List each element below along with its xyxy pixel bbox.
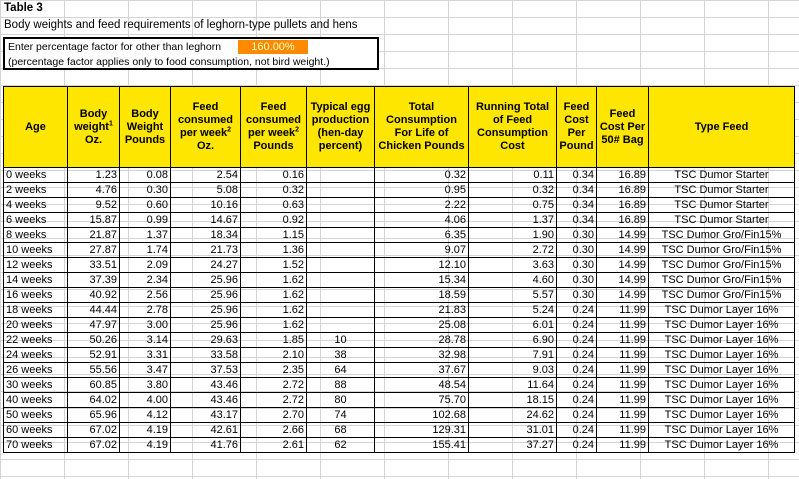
cell-feed-oz[interactable]: 43.46 — [171, 378, 241, 393]
cell-egg-production[interactable]: 38 — [307, 348, 375, 363]
table-body — [4, 168, 795, 453]
table-row — [4, 393, 795, 408]
cell-running-cost[interactable]: 3.63 — [469, 258, 557, 273]
cell-body-weight-pounds[interactable]: 3.47 — [120, 363, 171, 378]
cell-feed-pounds[interactable]: 1.52 — [241, 258, 307, 273]
cell-type-feed[interactable]: TSC Dumor Layer 16% — [649, 318, 795, 333]
cell-body-weight-pounds[interactable]: 1.74 — [120, 243, 171, 258]
cell-cost-per-bag[interactable]: 11.99 — [597, 438, 649, 453]
cell-feed-pounds[interactable]: 0.16 — [241, 168, 307, 183]
cell-total-consumption[interactable]: 18.59 — [375, 288, 469, 303]
cell-age[interactable]: 4 weeks — [4, 198, 68, 213]
cell-cost-per-bag[interactable]: 14.99 — [597, 243, 649, 258]
cell-body-weight-pounds[interactable]: 4.19 — [120, 438, 171, 453]
header-row — [4, 87, 795, 168]
cell-running-cost[interactable]: 7.91 — [469, 348, 557, 363]
cell-age[interactable]: 0 weeks — [4, 168, 68, 183]
cell-total-consumption[interactable]: 75.70 — [375, 393, 469, 408]
cell-body-weight-oz[interactable]: 60.85 — [68, 378, 120, 393]
cell-feed-oz[interactable]: 10.16 — [171, 198, 241, 213]
percentage-factor-note: (percentage factor applies only to food consumption, not bird weight.) — [8, 56, 330, 68]
feed-requirements-table — [3, 86, 795, 453]
cell-egg-production[interactable] — [307, 318, 375, 333]
cell-running-cost[interactable]: 18.15 — [469, 393, 557, 408]
cell-feed-pounds[interactable]: 0.92 — [241, 213, 307, 228]
cell-body-weight-oz[interactable]: 67.02 — [68, 423, 120, 438]
cell-feed-oz[interactable]: 25.96 — [171, 303, 241, 318]
cell-age[interactable]: 2 weeks — [4, 183, 68, 198]
cell-running-cost[interactable]: 2.72 — [469, 243, 557, 258]
cell-egg-production[interactable]: 80 — [307, 393, 375, 408]
cell-running-cost[interactable]: 0.11 — [469, 168, 557, 183]
cell-egg-production[interactable] — [307, 168, 375, 183]
cell-cost-per-pound[interactable]: 0.24 — [557, 423, 597, 438]
cell-type-feed[interactable]: TSC Dumor Starter — [649, 213, 795, 228]
cell-cost-per-pound[interactable]: 0.34 — [557, 168, 597, 183]
cell-feed-pounds[interactable]: 0.32 — [241, 183, 307, 198]
header-egg-production[interactable]: Typical egg production (hen-day percent) — [307, 87, 375, 168]
table-row — [4, 363, 795, 378]
cell-cost-per-bag[interactable]: 14.99 — [597, 228, 649, 243]
cell-feed-pounds[interactable]: 1.36 — [241, 243, 307, 258]
table-subtitle: Body weights and feed requirements of leghorn-type pullets and hens — [4, 19, 358, 31]
cell-cost-per-bag[interactable]: 11.99 — [597, 318, 649, 333]
cell-cost-per-pound[interactable]: 0.24 — [557, 438, 597, 453]
cell-running-cost[interactable]: 1.37 — [469, 213, 557, 228]
header-body-weight-oz[interactable]: Body weight$^1$ Oz. — [68, 87, 120, 168]
cell-body-weight-pounds[interactable]: 0.30 — [120, 183, 171, 198]
cell-total-consumption[interactable]: 15.34 — [375, 273, 469, 288]
cell-total-consumption[interactable]: 32.98 — [375, 348, 469, 363]
cell-body-weight-pounds[interactable]: 3.00 — [120, 318, 171, 333]
cell-type-feed[interactable]: TSC Dumor Gro/Fin15% — [649, 273, 795, 288]
cell-cost-per-bag[interactable]: 11.99 — [597, 363, 649, 378]
cell-feed-oz[interactable]: 25.96 — [171, 273, 241, 288]
cell-cost-per-bag[interactable]: 16.89 — [597, 213, 649, 228]
header-feed-cost-per-pound[interactable]: Feed Cost Per Pound — [557, 87, 597, 168]
cell-body-weight-oz[interactable]: 44.44 — [68, 303, 120, 318]
table-row — [4, 348, 795, 363]
cell-cost-per-pound[interactable]: 0.24 — [557, 318, 597, 333]
cell-cost-per-bag[interactable]: 14.99 — [597, 288, 649, 303]
cell-feed-oz[interactable]: 24.27 — [171, 258, 241, 273]
table-row — [4, 243, 795, 258]
percentage-factor-box — [3, 37, 379, 70]
table-row — [4, 408, 795, 423]
cell-body-weight-oz[interactable]: 27.87 — [68, 243, 120, 258]
cell-cost-per-pound[interactable]: 0.30 — [557, 288, 597, 303]
cell-body-weight-pounds[interactable]: 4.12 — [120, 408, 171, 423]
cell-body-weight-oz[interactable]: 4.76 — [68, 183, 120, 198]
cell-cost-per-bag[interactable]: 16.89 — [597, 198, 649, 213]
cell-body-weight-pounds[interactable]: 3.31 — [120, 348, 171, 363]
table-row — [4, 198, 795, 213]
cell-age[interactable]: 70 weeks — [4, 438, 68, 453]
cell-egg-production[interactable] — [307, 243, 375, 258]
cell-age[interactable]: 24 weeks — [4, 348, 68, 363]
cell-age[interactable]: 12 weeks — [4, 258, 68, 273]
cell-feed-oz[interactable]: 21.73 — [171, 243, 241, 258]
cell-cost-per-pound[interactable]: 0.24 — [557, 348, 597, 363]
cell-feed-pounds[interactable]: 0.63 — [241, 198, 307, 213]
cell-running-cost[interactable]: 6.90 — [469, 333, 557, 348]
cell-feed-pounds[interactable]: 1.62 — [241, 303, 307, 318]
cell-type-feed[interactable]: TSC Dumor Layer 16% — [649, 393, 795, 408]
cell-cost-per-bag[interactable]: 11.99 — [597, 348, 649, 363]
table-row — [4, 183, 795, 198]
cell-body-weight-pounds[interactable]: 0.60 — [120, 198, 171, 213]
cell-total-consumption[interactable]: 9.07 — [375, 243, 469, 258]
cell-running-cost[interactable]: 24.62 — [469, 408, 557, 423]
cell-total-consumption[interactable]: 155.41 — [375, 438, 469, 453]
cell-age[interactable]: 30 weeks — [4, 378, 68, 393]
cell-type-feed[interactable]: TSC Dumor Starter — [649, 198, 795, 213]
cell-type-feed[interactable]: TSC Dumor Gro/Fin15% — [649, 288, 795, 303]
cell-running-cost[interactable]: 4.60 — [469, 273, 557, 288]
cell-body-weight-oz[interactable]: 64.02 — [68, 393, 120, 408]
cell-feed-oz[interactable]: 25.96 — [171, 288, 241, 303]
cell-cost-per-bag[interactable]: 11.99 — [597, 333, 649, 348]
cell-egg-production[interactable]: 74 — [307, 408, 375, 423]
table-row — [4, 438, 795, 453]
cell-body-weight-pounds[interactable]: 0.08 — [120, 168, 171, 183]
cell-age[interactable]: 20 weeks — [4, 318, 68, 333]
header-age[interactable]: Age — [4, 87, 68, 168]
cell-cost-per-pound[interactable]: 0.24 — [557, 303, 597, 318]
header-feed-per-week-oz[interactable]: Feed consumed per week$^2$ Oz. — [171, 87, 241, 168]
cell-running-cost[interactable]: 11.64 — [469, 378, 557, 393]
table-row — [4, 423, 795, 438]
table-row — [4, 333, 795, 348]
percentage-factor-input[interactable]: 160.00% — [238, 40, 308, 54]
cell-feed-oz[interactable]: 18.34 — [171, 228, 241, 243]
cell-total-consumption[interactable]: 129.31 — [375, 423, 469, 438]
cell-cost-per-pound[interactable]: 0.30 — [557, 258, 597, 273]
cell-total-consumption[interactable]: 102.68 — [375, 408, 469, 423]
cell-total-consumption[interactable]: 12.10 — [375, 258, 469, 273]
cell-body-weight-oz[interactable]: 37.39 — [68, 273, 120, 288]
cell-type-feed[interactable]: TSC Dumor Gro/Fin15% — [649, 258, 795, 273]
cell-body-weight-oz[interactable]: 1.23 — [68, 168, 120, 183]
percentage-factor-label: Enter percentage factor for other than leghorn — [8, 41, 222, 53]
table-row — [4, 168, 795, 183]
cell-total-consumption[interactable]: 0.32 — [375, 168, 469, 183]
cell-cost-per-pound[interactable]: 0.34 — [557, 213, 597, 228]
cell-body-weight-pounds[interactable]: 0.99 — [120, 213, 171, 228]
cell-feed-pounds[interactable]: 1.15 — [241, 228, 307, 243]
cell-body-weight-oz[interactable]: 55.56 — [68, 363, 120, 378]
cell-egg-production[interactable]: 88 — [307, 378, 375, 393]
cell-cost-per-bag[interactable]: 14.99 — [597, 273, 649, 288]
cell-body-weight-oz[interactable]: 9.52 — [68, 198, 120, 213]
cell-age[interactable]: 16 weeks — [4, 288, 68, 303]
cell-cost-per-pound[interactable]: 0.24 — [557, 363, 597, 378]
header-running-total-cost[interactable]: Running Total of Feed Consumption Cost — [469, 87, 557, 168]
header-feed-cost-per-bag[interactable]: Feed Cost Per 50# Bag — [597, 87, 649, 168]
cell-cost-per-pound[interactable]: 0.30 — [557, 243, 597, 258]
cell-cost-per-bag[interactable]: 11.99 — [597, 423, 649, 438]
cell-feed-oz[interactable]: 37.53 — [171, 363, 241, 378]
cell-running-cost[interactable]: 6.01 — [469, 318, 557, 333]
cell-feed-pounds[interactable]: 1.62 — [241, 288, 307, 303]
cell-cost-per-pound[interactable]: 0.24 — [557, 393, 597, 408]
cell-feed-pounds[interactable]: 2.35 — [241, 363, 307, 378]
cell-egg-production[interactable] — [307, 213, 375, 228]
cell-type-feed[interactable]: TSC Dumor Layer 16% — [649, 408, 795, 423]
cell-egg-production[interactable] — [307, 288, 375, 303]
cell-body-weight-pounds[interactable]: 2.34 — [120, 273, 171, 288]
cell-feed-pounds[interactable]: 2.72 — [241, 393, 307, 408]
cell-total-consumption[interactable]: 21.83 — [375, 303, 469, 318]
cell-body-weight-pounds[interactable]: 2.09 — [120, 258, 171, 273]
cell-feed-oz[interactable]: 5.08 — [171, 183, 241, 198]
cell-cost-per-bag[interactable]: 16.89 — [597, 183, 649, 198]
cell-age[interactable]: 26 weeks — [4, 363, 68, 378]
cell-feed-oz[interactable]: 41.76 — [171, 438, 241, 453]
cell-type-feed[interactable]: TSC Dumor Starter — [649, 183, 795, 198]
cell-cost-per-pound[interactable]: 0.24 — [557, 408, 597, 423]
cell-egg-production[interactable] — [307, 303, 375, 318]
cell-cost-per-pound[interactable]: 0.30 — [557, 228, 597, 243]
cell-type-feed[interactable]: TSC Dumor Layer 16% — [649, 333, 795, 348]
cell-feed-pounds[interactable]: 2.61 — [241, 438, 307, 453]
cell-type-feed[interactable]: TSC Dumor Layer 16% — [649, 363, 795, 378]
cell-running-cost[interactable]: 0.75 — [469, 198, 557, 213]
cell-feed-pounds[interactable]: 2.66 — [241, 423, 307, 438]
cell-body-weight-oz[interactable]: 15.87 — [68, 213, 120, 228]
cell-age[interactable]: 50 weeks — [4, 408, 68, 423]
cell-type-feed[interactable]: TSC Dumor Layer 16% — [649, 423, 795, 438]
cell-feed-pounds[interactable]: 1.85 — [241, 333, 307, 348]
cell-type-feed[interactable]: TSC Dumor Starter — [649, 168, 795, 183]
cell-type-feed[interactable]: TSC Dumor Layer 16% — [649, 303, 795, 318]
cell-body-weight-pounds[interactable]: 3.14 — [120, 333, 171, 348]
cell-cost-per-pound[interactable]: 0.34 — [557, 198, 597, 213]
cell-age[interactable]: 22 weeks — [4, 333, 68, 348]
cell-body-weight-pounds[interactable]: 4.00 — [120, 393, 171, 408]
cell-feed-oz[interactable]: 25.96 — [171, 318, 241, 333]
cell-running-cost[interactable]: 37.27 — [469, 438, 557, 453]
cell-cost-per-pound[interactable]: 0.24 — [557, 333, 597, 348]
cell-body-weight-oz[interactable]: 52.91 — [68, 348, 120, 363]
cell-egg-production[interactable]: 68 — [307, 423, 375, 438]
cell-total-consumption[interactable]: 0.95 — [375, 183, 469, 198]
cell-cost-per-bag[interactable]: 14.99 — [597, 258, 649, 273]
header-type-feed[interactable]: Type Feed — [649, 87, 795, 168]
table-row — [4, 228, 795, 243]
table-row — [4, 288, 795, 303]
cell-body-weight-pounds[interactable]: 2.56 — [120, 288, 171, 303]
cell-total-consumption[interactable]: 4.06 — [375, 213, 469, 228]
cell-feed-oz[interactable]: 43.46 — [171, 393, 241, 408]
cell-cost-per-bag[interactable]: 11.99 — [597, 408, 649, 423]
cell-feed-oz[interactable]: 14.67 — [171, 213, 241, 228]
cell-cost-per-pound[interactable]: 0.34 — [557, 183, 597, 198]
cell-total-consumption[interactable]: 28.78 — [375, 333, 469, 348]
cell-type-feed[interactable]: TSC Dumor Layer 16% — [649, 438, 795, 453]
cell-type-feed[interactable]: TSC Dumor Layer 16% — [649, 378, 795, 393]
cell-feed-pounds[interactable]: 2.70 — [241, 408, 307, 423]
cell-body-weight-oz[interactable]: 40.92 — [68, 288, 120, 303]
cell-body-weight-pounds[interactable]: 4.19 — [120, 423, 171, 438]
table-row — [4, 258, 795, 273]
table-row — [4, 318, 795, 333]
cell-total-consumption[interactable]: 2.22 — [375, 198, 469, 213]
cell-type-feed[interactable]: TSC Dumor Gro/Fin15% — [649, 228, 795, 243]
cell-running-cost[interactable]: 9.03 — [469, 363, 557, 378]
cell-total-consumption[interactable]: 37.67 — [375, 363, 469, 378]
cell-feed-pounds[interactable]: 1.62 — [241, 318, 307, 333]
cell-body-weight-oz[interactable]: 21.87 — [68, 228, 120, 243]
cell-egg-production[interactable] — [307, 258, 375, 273]
cell-feed-pounds[interactable]: 1.62 — [241, 273, 307, 288]
cell-body-weight-pounds[interactable]: 3.80 — [120, 378, 171, 393]
cell-feed-oz[interactable]: 42.61 — [171, 423, 241, 438]
cell-feed-oz[interactable]: 2.54 — [171, 168, 241, 183]
cell-age[interactable]: 14 weeks — [4, 273, 68, 288]
cell-egg-production[interactable] — [307, 183, 375, 198]
cell-body-weight-pounds[interactable]: 2.78 — [120, 303, 171, 318]
header-body-weight-pounds[interactable]: Body Weight Pounds — [120, 87, 171, 168]
cell-running-cost[interactable]: 5.57 — [469, 288, 557, 303]
cell-running-cost[interactable]: 0.32 — [469, 183, 557, 198]
cell-body-weight-oz[interactable]: 33.51 — [68, 258, 120, 273]
cell-total-consumption[interactable]: 6.35 — [375, 228, 469, 243]
cell-total-consumption[interactable]: 48.54 — [375, 378, 469, 393]
header-total-consumption[interactable]: Total Consumption For Life of Chicken Pounds — [375, 87, 469, 168]
cell-age[interactable]: 60 weeks — [4, 423, 68, 438]
cell-cost-per-bag[interactable]: 16.89 — [597, 168, 649, 183]
cell-egg-production[interactable]: 64 — [307, 363, 375, 378]
cell-cost-per-pound[interactable]: 0.30 — [557, 273, 597, 288]
cell-body-weight-oz[interactable]: 67.02 — [68, 438, 120, 453]
cell-feed-oz[interactable]: 29.63 — [171, 333, 241, 348]
cell-age[interactable]: 8 weeks — [4, 228, 68, 243]
cell-type-feed[interactable]: TSC Dumor Gro/Fin15% — [649, 243, 795, 258]
cell-body-weight-oz[interactable]: 50.26 — [68, 333, 120, 348]
cell-egg-production[interactable]: 62 — [307, 438, 375, 453]
cell-total-consumption[interactable]: 25.08 — [375, 318, 469, 333]
cell-egg-production[interactable] — [307, 228, 375, 243]
table-row — [4, 378, 795, 393]
cell-age[interactable]: 10 weeks — [4, 243, 68, 258]
cell-age[interactable]: 6 weeks — [4, 213, 68, 228]
cell-body-weight-oz[interactable]: 47.97 — [68, 318, 120, 333]
cell-feed-pounds[interactable]: 2.10 — [241, 348, 307, 363]
cell-body-weight-pounds[interactable]: 1.37 — [120, 228, 171, 243]
cell-egg-production[interactable] — [307, 273, 375, 288]
cell-age[interactable]: 40 weeks — [4, 393, 68, 408]
table-title: Table 3 — [4, 2, 43, 14]
cell-age[interactable]: 18 weeks — [4, 303, 68, 318]
cell-running-cost[interactable]: 1.90 — [469, 228, 557, 243]
cell-cost-per-bag[interactable]: 11.99 — [597, 378, 649, 393]
cell-feed-oz[interactable]: 33.58 — [171, 348, 241, 363]
table-row — [4, 273, 795, 288]
cell-egg-production[interactable]: 10 — [307, 333, 375, 348]
cell-running-cost[interactable]: 5.24 — [469, 303, 557, 318]
cell-running-cost[interactable]: 31.01 — [469, 423, 557, 438]
cell-body-weight-oz[interactable]: 65.96 — [68, 408, 120, 423]
cell-cost-per-bag[interactable]: 11.99 — [597, 393, 649, 408]
table-row — [4, 213, 795, 228]
header-feed-per-week-pounds[interactable]: Feed consumed per week$^2$ Pounds — [241, 87, 307, 168]
cell-cost-per-bag[interactable]: 11.99 — [597, 303, 649, 318]
table-row — [4, 303, 795, 318]
cell-feed-oz[interactable]: 43.17 — [171, 408, 241, 423]
cell-feed-pounds[interactable]: 2.72 — [241, 378, 307, 393]
cell-cost-per-pound[interactable]: 0.24 — [557, 378, 597, 393]
cell-type-feed[interactable]: TSC Dumor Layer 16% — [649, 348, 795, 363]
cell-egg-production[interactable] — [307, 198, 375, 213]
